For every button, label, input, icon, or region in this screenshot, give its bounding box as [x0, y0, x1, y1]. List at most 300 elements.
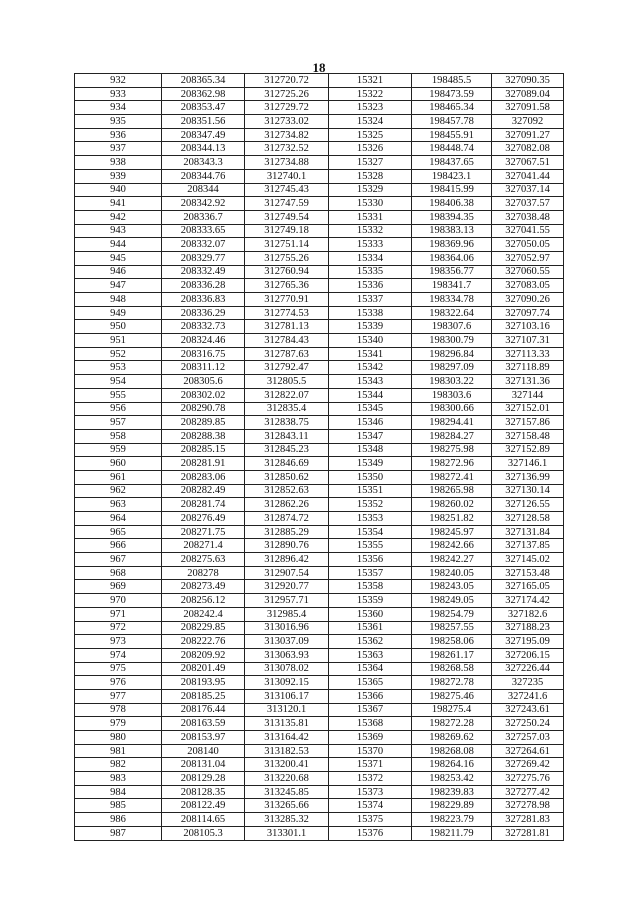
table-row — [75, 607, 564, 621]
point-number-cell: 978 — [75, 703, 162, 717]
y-coordinate-cell: 312846.69 — [245, 457, 329, 471]
x-coordinate-cell: 208336.7 — [162, 210, 245, 224]
y-coordinate-cell: 313285.32 — [245, 813, 329, 827]
table-row — [75, 443, 564, 457]
point-number-cell: 933 — [75, 87, 162, 101]
x-coordinate-cell: 198465.34 — [412, 101, 492, 115]
y-coordinate-cell: 312755.26 — [245, 251, 329, 265]
point-number-cell: 15375 — [329, 813, 412, 827]
point-number-cell: 932 — [75, 74, 162, 88]
point-number-cell: 965 — [75, 525, 162, 539]
y-coordinate-cell: 312765.36 — [245, 279, 329, 293]
y-coordinate-cell: 327097.74 — [492, 306, 564, 320]
table-row — [75, 265, 564, 279]
x-coordinate-cell: 208347.49 — [162, 128, 245, 142]
y-coordinate-cell: 313092.15 — [245, 676, 329, 690]
x-coordinate-cell: 208344.13 — [162, 142, 245, 156]
x-coordinate-cell: 198437.65 — [412, 156, 492, 170]
y-coordinate-cell: 312745.43 — [245, 183, 329, 197]
point-number-cell: 15352 — [329, 498, 412, 512]
x-coordinate-cell: 208193.95 — [162, 676, 245, 690]
x-coordinate-cell: 198296.84 — [412, 347, 492, 361]
point-number-cell: 15371 — [329, 758, 412, 772]
y-coordinate-cell: 327152.01 — [492, 402, 564, 416]
point-number-cell: 942 — [75, 210, 162, 224]
y-coordinate-cell: 327092 — [492, 115, 564, 129]
y-coordinate-cell: 312732.52 — [245, 142, 329, 156]
y-coordinate-cell: 327152.89 — [492, 443, 564, 457]
point-number-cell: 15338 — [329, 306, 412, 320]
point-number-cell: 15345 — [329, 402, 412, 416]
point-number-cell: 15341 — [329, 347, 412, 361]
y-coordinate-cell: 313016.96 — [245, 621, 329, 635]
x-coordinate-cell: 198272.78 — [412, 676, 492, 690]
y-coordinate-cell: 312751.14 — [245, 238, 329, 252]
point-number-cell: 968 — [75, 566, 162, 580]
y-coordinate-cell: 313037.09 — [245, 635, 329, 649]
x-coordinate-cell: 198394.35 — [412, 210, 492, 224]
x-coordinate-cell: 208332.73 — [162, 320, 245, 334]
point-number-cell: 15365 — [329, 676, 412, 690]
x-coordinate-cell: 198253.42 — [412, 772, 492, 786]
y-coordinate-cell: 312792.47 — [245, 361, 329, 375]
y-coordinate-cell: 327131.36 — [492, 375, 564, 389]
y-coordinate-cell: 312725.26 — [245, 87, 329, 101]
table-row — [75, 826, 564, 840]
x-coordinate-cell: 198261.17 — [412, 648, 492, 662]
point-number-cell: 15362 — [329, 635, 412, 649]
point-number-cell: 15346 — [329, 416, 412, 430]
y-coordinate-cell: 313078.02 — [245, 662, 329, 676]
x-coordinate-cell: 208256.12 — [162, 594, 245, 608]
y-coordinate-cell: 312852.63 — [245, 484, 329, 498]
y-coordinate-cell: 327153.48 — [492, 566, 564, 580]
x-coordinate-cell: 198455.91 — [412, 128, 492, 142]
y-coordinate-cell: 313182.53 — [245, 744, 329, 758]
point-number-cell: 950 — [75, 320, 162, 334]
y-coordinate-cell: 327277.42 — [492, 785, 564, 799]
y-coordinate-cell: 327243.61 — [492, 703, 564, 717]
y-coordinate-cell: 327144 — [492, 388, 564, 402]
table-row — [75, 238, 564, 252]
y-coordinate-cell: 312805.5 — [245, 375, 329, 389]
y-coordinate-cell: 327050.05 — [492, 238, 564, 252]
x-coordinate-cell: 208122.49 — [162, 799, 245, 813]
point-number-cell: 945 — [75, 251, 162, 265]
point-number-cell: 15342 — [329, 361, 412, 375]
y-coordinate-cell: 327137.85 — [492, 539, 564, 553]
x-coordinate-cell: 208324.46 — [162, 334, 245, 348]
x-coordinate-cell: 198457.78 — [412, 115, 492, 129]
point-number-cell: 15347 — [329, 429, 412, 443]
table-row — [75, 416, 564, 430]
y-coordinate-cell: 312843.11 — [245, 429, 329, 443]
point-number-cell: 975 — [75, 662, 162, 676]
point-number-cell: 935 — [75, 115, 162, 129]
x-coordinate-cell: 208316.75 — [162, 347, 245, 361]
x-coordinate-cell: 198334.78 — [412, 293, 492, 307]
point-number-cell: 952 — [75, 347, 162, 361]
y-coordinate-cell: 312734.88 — [245, 156, 329, 170]
y-coordinate-cell: 312985.4 — [245, 607, 329, 621]
x-coordinate-cell: 208176.44 — [162, 703, 245, 717]
table-row — [75, 169, 564, 183]
point-number-cell: 973 — [75, 635, 162, 649]
table-row — [75, 539, 564, 553]
y-coordinate-cell: 327241.6 — [492, 689, 564, 703]
x-coordinate-cell: 208283.06 — [162, 470, 245, 484]
point-number-cell: 983 — [75, 772, 162, 786]
y-coordinate-cell: 327182.6 — [492, 607, 564, 621]
point-number-cell: 15356 — [329, 553, 412, 567]
point-number-cell: 987 — [75, 826, 162, 840]
x-coordinate-cell: 198211.79 — [412, 826, 492, 840]
point-number-cell: 15321 — [329, 74, 412, 88]
point-number-cell: 979 — [75, 717, 162, 731]
point-number-cell: 959 — [75, 443, 162, 457]
y-coordinate-cell: 327037.14 — [492, 183, 564, 197]
point-number-cell: 15357 — [329, 566, 412, 580]
x-coordinate-cell: 208275.63 — [162, 553, 245, 567]
x-coordinate-cell: 198448.74 — [412, 142, 492, 156]
table-row — [75, 361, 564, 375]
x-coordinate-cell: 198303.22 — [412, 375, 492, 389]
x-coordinate-cell: 208153.97 — [162, 731, 245, 745]
x-coordinate-cell: 208271.75 — [162, 525, 245, 539]
point-number-cell: 969 — [75, 580, 162, 594]
point-number-cell: 15344 — [329, 388, 412, 402]
point-number-cell: 944 — [75, 238, 162, 252]
point-number-cell: 15354 — [329, 525, 412, 539]
table-row — [75, 224, 564, 238]
point-number-cell: 15355 — [329, 539, 412, 553]
y-coordinate-cell: 327091.27 — [492, 128, 564, 142]
point-number-cell: 15366 — [329, 689, 412, 703]
point-number-cell: 957 — [75, 416, 162, 430]
x-coordinate-cell: 198369.96 — [412, 238, 492, 252]
x-coordinate-cell: 198473.59 — [412, 87, 492, 101]
point-number-cell: 951 — [75, 334, 162, 348]
point-number-cell: 955 — [75, 388, 162, 402]
x-coordinate-cell: 208281.91 — [162, 457, 245, 471]
point-number-cell: 974 — [75, 648, 162, 662]
x-coordinate-cell: 198423.1 — [412, 169, 492, 183]
table-row — [75, 142, 564, 156]
table-row — [75, 648, 564, 662]
y-coordinate-cell: 327264.61 — [492, 744, 564, 758]
point-number-cell: 15332 — [329, 224, 412, 238]
y-coordinate-cell: 327060.55 — [492, 265, 564, 279]
y-coordinate-cell: 327145.02 — [492, 553, 564, 567]
point-number-cell: 943 — [75, 224, 162, 238]
y-coordinate-cell: 312740.1 — [245, 169, 329, 183]
point-number-cell: 970 — [75, 594, 162, 608]
y-coordinate-cell: 327136.99 — [492, 470, 564, 484]
y-coordinate-cell: 327146.1 — [492, 457, 564, 471]
y-coordinate-cell: 327041.44 — [492, 169, 564, 183]
y-coordinate-cell: 327090.26 — [492, 293, 564, 307]
point-number-cell: 15328 — [329, 169, 412, 183]
point-number-cell: 15358 — [329, 580, 412, 594]
y-coordinate-cell: 327113.33 — [492, 347, 564, 361]
y-coordinate-cell: 312885.29 — [245, 525, 329, 539]
point-number-cell: 947 — [75, 279, 162, 293]
y-coordinate-cell: 327083.05 — [492, 279, 564, 293]
x-coordinate-cell: 198300.79 — [412, 334, 492, 348]
y-coordinate-cell: 327226.44 — [492, 662, 564, 676]
x-coordinate-cell: 208344.76 — [162, 169, 245, 183]
point-number-cell: 15353 — [329, 512, 412, 526]
x-coordinate-cell: 198275.98 — [412, 443, 492, 457]
point-number-cell: 15336 — [329, 279, 412, 293]
y-coordinate-cell: 312850.62 — [245, 470, 329, 484]
point-number-cell: 15331 — [329, 210, 412, 224]
y-coordinate-cell: 312957.71 — [245, 594, 329, 608]
y-coordinate-cell: 313106.17 — [245, 689, 329, 703]
x-coordinate-cell: 208276.49 — [162, 512, 245, 526]
point-number-cell: 15324 — [329, 115, 412, 129]
y-coordinate-cell: 327195.09 — [492, 635, 564, 649]
point-number-cell: 940 — [75, 183, 162, 197]
x-coordinate-cell: 208129.28 — [162, 772, 245, 786]
y-coordinate-cell: 327157.86 — [492, 416, 564, 430]
y-coordinate-cell: 312838.75 — [245, 416, 329, 430]
x-coordinate-cell: 208114.65 — [162, 813, 245, 827]
point-number-cell: 15325 — [329, 128, 412, 142]
table-row — [75, 457, 564, 471]
table-row — [75, 662, 564, 676]
x-coordinate-cell: 198275.4 — [412, 703, 492, 717]
point-number-cell: 976 — [75, 676, 162, 690]
point-number-cell: 15364 — [329, 662, 412, 676]
table-body — [75, 74, 564, 841]
table-row — [75, 375, 564, 389]
x-coordinate-cell: 208105.3 — [162, 826, 245, 840]
point-number-cell: 984 — [75, 785, 162, 799]
point-number-cell: 15350 — [329, 470, 412, 484]
x-coordinate-cell: 208163.59 — [162, 717, 245, 731]
point-number-cell: 936 — [75, 128, 162, 142]
y-coordinate-cell: 327188.23 — [492, 621, 564, 635]
x-coordinate-cell: 198240.05 — [412, 566, 492, 580]
x-coordinate-cell: 198341.7 — [412, 279, 492, 293]
y-coordinate-cell: 327235 — [492, 676, 564, 690]
table-row — [75, 689, 564, 703]
y-coordinate-cell: 313200.41 — [245, 758, 329, 772]
table-row — [75, 566, 564, 580]
table-row — [75, 74, 564, 88]
point-number-cell: 949 — [75, 306, 162, 320]
x-coordinate-cell: 198272.41 — [412, 470, 492, 484]
y-coordinate-cell: 312784.43 — [245, 334, 329, 348]
point-number-cell: 15337 — [329, 293, 412, 307]
y-coordinate-cell: 327250.24 — [492, 717, 564, 731]
x-coordinate-cell: 198406.38 — [412, 197, 492, 211]
y-coordinate-cell: 327089.04 — [492, 87, 564, 101]
point-number-cell: 958 — [75, 429, 162, 443]
y-coordinate-cell: 312822.07 — [245, 388, 329, 402]
table-row — [75, 676, 564, 690]
point-number-cell: 971 — [75, 607, 162, 621]
point-number-cell: 15322 — [329, 87, 412, 101]
x-coordinate-cell: 208343.3 — [162, 156, 245, 170]
x-coordinate-cell: 198300.66 — [412, 402, 492, 416]
x-coordinate-cell: 208209.92 — [162, 648, 245, 662]
y-coordinate-cell: 327107.31 — [492, 334, 564, 348]
x-coordinate-cell: 208131.04 — [162, 758, 245, 772]
y-coordinate-cell: 327082.08 — [492, 142, 564, 156]
y-coordinate-cell: 312760.94 — [245, 265, 329, 279]
point-number-cell: 15348 — [329, 443, 412, 457]
table-row — [75, 128, 564, 142]
x-coordinate-cell: 208344 — [162, 183, 245, 197]
x-coordinate-cell: 208351.56 — [162, 115, 245, 129]
y-coordinate-cell: 327052.97 — [492, 251, 564, 265]
x-coordinate-cell: 198364.06 — [412, 251, 492, 265]
x-coordinate-cell: 198485.5 — [412, 74, 492, 88]
y-coordinate-cell: 313245.85 — [245, 785, 329, 799]
table-row — [75, 785, 564, 799]
x-coordinate-cell: 198322.64 — [412, 306, 492, 320]
x-coordinate-cell: 208282.49 — [162, 484, 245, 498]
point-number-cell: 961 — [75, 470, 162, 484]
x-coordinate-cell: 208285.15 — [162, 443, 245, 457]
point-number-cell: 15361 — [329, 621, 412, 635]
point-number-cell: 15329 — [329, 183, 412, 197]
point-number-cell: 972 — [75, 621, 162, 635]
table-row — [75, 498, 564, 512]
point-number-cell: 15367 — [329, 703, 412, 717]
y-coordinate-cell: 312845.23 — [245, 443, 329, 457]
y-coordinate-cell: 327275.76 — [492, 772, 564, 786]
point-number-cell: 981 — [75, 744, 162, 758]
point-number-cell: 982 — [75, 758, 162, 772]
table-row — [75, 429, 564, 443]
x-coordinate-cell: 198383.13 — [412, 224, 492, 238]
x-coordinate-cell: 198223.79 — [412, 813, 492, 827]
point-number-cell: 15335 — [329, 265, 412, 279]
point-number-cell: 15323 — [329, 101, 412, 115]
y-coordinate-cell: 327158.48 — [492, 429, 564, 443]
x-coordinate-cell: 198245.97 — [412, 525, 492, 539]
y-coordinate-cell: 312781.13 — [245, 320, 329, 334]
x-coordinate-cell: 198284.27 — [412, 429, 492, 443]
x-coordinate-cell: 198268.08 — [412, 744, 492, 758]
x-coordinate-cell: 198272.96 — [412, 457, 492, 471]
point-number-cell: 15360 — [329, 607, 412, 621]
x-coordinate-cell: 208311.12 — [162, 361, 245, 375]
table-row — [75, 251, 564, 265]
x-coordinate-cell: 198272.28 — [412, 717, 492, 731]
y-coordinate-cell: 313164.42 — [245, 731, 329, 745]
y-coordinate-cell: 327091.58 — [492, 101, 564, 115]
y-coordinate-cell: 312920.77 — [245, 580, 329, 594]
x-coordinate-cell: 198249.05 — [412, 594, 492, 608]
y-coordinate-cell: 327041.55 — [492, 224, 564, 238]
point-number-cell: 938 — [75, 156, 162, 170]
x-coordinate-cell: 198268.58 — [412, 662, 492, 676]
y-coordinate-cell: 327103.16 — [492, 320, 564, 334]
x-coordinate-cell: 198264.16 — [412, 758, 492, 772]
y-coordinate-cell: 313301.1 — [245, 826, 329, 840]
table-row — [75, 388, 564, 402]
point-number-cell: 967 — [75, 553, 162, 567]
x-coordinate-cell: 198303.6 — [412, 388, 492, 402]
table-row — [75, 320, 564, 334]
point-number-cell: 15340 — [329, 334, 412, 348]
table-row — [75, 703, 564, 717]
point-number-cell: 15368 — [329, 717, 412, 731]
y-coordinate-cell: 327126.55 — [492, 498, 564, 512]
point-number-cell: 15343 — [329, 375, 412, 389]
x-coordinate-cell: 198257.55 — [412, 621, 492, 635]
point-number-cell: 985 — [75, 799, 162, 813]
point-number-cell: 937 — [75, 142, 162, 156]
x-coordinate-cell: 198258.06 — [412, 635, 492, 649]
y-coordinate-cell: 313063.93 — [245, 648, 329, 662]
point-number-cell: 15334 — [329, 251, 412, 265]
x-coordinate-cell: 198239.83 — [412, 785, 492, 799]
x-coordinate-cell: 208278 — [162, 566, 245, 580]
x-coordinate-cell: 208336.28 — [162, 279, 245, 293]
y-coordinate-cell: 327278.98 — [492, 799, 564, 813]
table-row — [75, 525, 564, 539]
x-coordinate-cell: 208353.47 — [162, 101, 245, 115]
x-coordinate-cell: 198265.98 — [412, 484, 492, 498]
x-coordinate-cell: 198229.89 — [412, 799, 492, 813]
table-row — [75, 594, 564, 608]
y-coordinate-cell: 312862.26 — [245, 498, 329, 512]
y-coordinate-cell: 312774.53 — [245, 306, 329, 320]
x-coordinate-cell: 208305.6 — [162, 375, 245, 389]
point-number-cell: 956 — [75, 402, 162, 416]
x-coordinate-cell: 208242.4 — [162, 607, 245, 621]
table-row — [75, 621, 564, 635]
y-coordinate-cell: 312835.4 — [245, 402, 329, 416]
point-number-cell: 963 — [75, 498, 162, 512]
y-coordinate-cell: 327131.84 — [492, 525, 564, 539]
point-number-cell: 15372 — [329, 772, 412, 786]
y-coordinate-cell: 312896.42 — [245, 553, 329, 567]
x-coordinate-cell: 198251.82 — [412, 512, 492, 526]
point-number-cell: 948 — [75, 293, 162, 307]
x-coordinate-cell: 208281.74 — [162, 498, 245, 512]
x-coordinate-cell: 198254.79 — [412, 607, 492, 621]
y-coordinate-cell: 327165.05 — [492, 580, 564, 594]
y-coordinate-cell: 327206.15 — [492, 648, 564, 662]
y-coordinate-cell: 312770.91 — [245, 293, 329, 307]
table-row — [75, 635, 564, 649]
x-coordinate-cell: 208128.35 — [162, 785, 245, 799]
table-row — [75, 293, 564, 307]
point-number-cell: 15351 — [329, 484, 412, 498]
y-coordinate-cell: 312749.54 — [245, 210, 329, 224]
x-coordinate-cell: 198260.02 — [412, 498, 492, 512]
table-row — [75, 772, 564, 786]
point-number-cell: 15363 — [329, 648, 412, 662]
point-number-cell: 986 — [75, 813, 162, 827]
table-row — [75, 731, 564, 745]
point-number-cell: 15327 — [329, 156, 412, 170]
y-coordinate-cell: 327090.35 — [492, 74, 564, 88]
y-coordinate-cell: 312874.72 — [245, 512, 329, 526]
y-coordinate-cell: 313220.68 — [245, 772, 329, 786]
x-coordinate-cell: 198294.41 — [412, 416, 492, 430]
x-coordinate-cell: 198242.27 — [412, 553, 492, 567]
point-number-cell: 964 — [75, 512, 162, 526]
point-number-cell: 15376 — [329, 826, 412, 840]
coordinates-table — [74, 73, 564, 841]
